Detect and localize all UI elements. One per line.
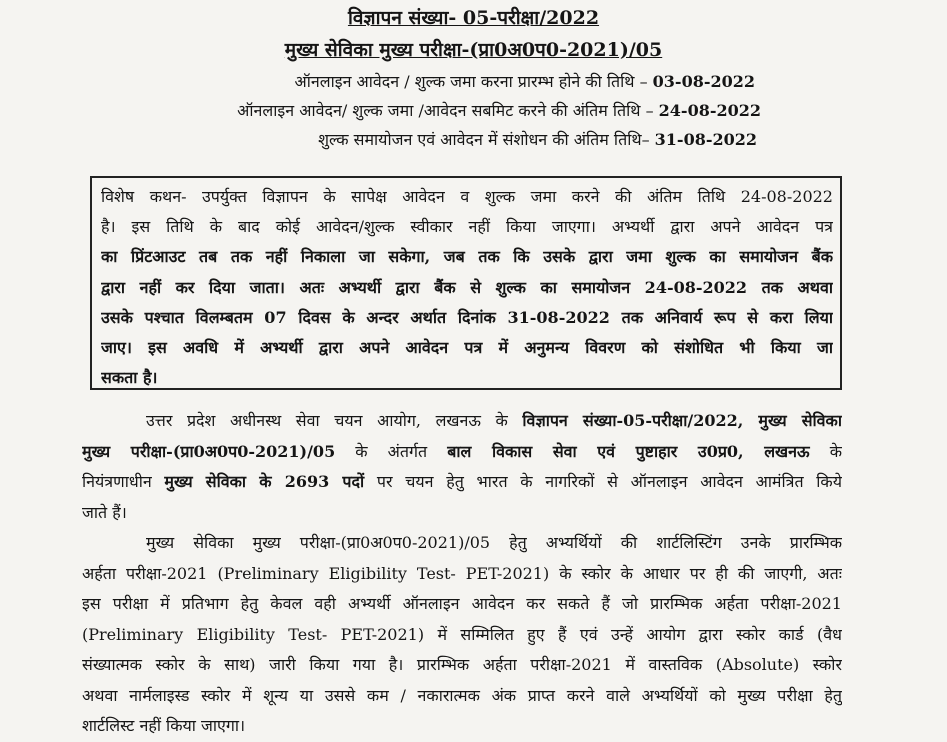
date-label: शुल्क समायोजन एवं आवेदन में संशोधन की अंतिम तिथि–	[318, 130, 655, 149]
date-label: ऑनलाइन आवेदन/ शुल्क जमा /आवेदन सबमिट करने की अंतिम तिथि –	[237, 101, 659, 120]
text-run: उत्तर प्रदेश अधीनस्थ सेवा चयन आयोग, लखनऊ के	[146, 411, 523, 430]
paragraph-line: शार्टलिस्ट नहीं किया जाएगा।	[82, 716, 246, 735]
paragraph-intro	[82, 406, 842, 528]
text-run-bold: मुख्य परीक्षा-(प्रा0अ0प0-2021)/05	[82, 441, 336, 461]
date-line-last-submit	[237, 99, 761, 121]
date-line-start	[294, 70, 755, 92]
text-run-bold: बाल विकास सेवा एवं पुष्टाहार उ0प्र0, लखनऊ	[447, 441, 810, 461]
paragraph-line	[82, 437, 842, 468]
paragraph-line: अथवा नार्मलाइस्ड स्कोर में शून्य या उससे कम / नकारात्मक अंक प्राप्त करने वाले अभ्यर्थियों को मुख्य परीक्षा हेतु	[82, 685, 842, 705]
paragraph-line	[82, 406, 842, 437]
notice-line: विशेष कथन- उपर्युक्त विज्ञापन के सापेक्ष आवेदन व शुल्क जमा करने की अंतिम तिथि 24-08-2022	[101, 187, 833, 206]
paragraph-line	[82, 467, 842, 498]
notice-line: उसके पश्चात विलम्बतम 07 दिवस के अन्दर अर्थात दिनांक 31-08-2022 तक अनिवार्य रूप से करा लिया	[101, 307, 833, 327]
text-run-bold: मुख्य सेविका के 2693 पदों	[164, 472, 365, 491]
notice-line: है। इस तिथि के बाद कोई आवेदन/शुल्क स्वीकार नहीं किया जाएगा। अभ्यर्थी द्वारा अपने आवेदन पत्र	[101, 217, 833, 237]
text-run: के	[809, 441, 842, 461]
notice-line: द्वारा नहीं कर दिया जाता। अतः अभ्यर्थी द्वारा बैंक से शुल्क का समायोजन 24-08-2022 तक अथवा	[101, 277, 833, 297]
date-label: ऑनलाइन आवेदन / शुल्क जमा करना प्रारम्भ होने की तिथि –	[294, 72, 653, 91]
text-run: के अंतर्गत	[335, 441, 448, 461]
text-run: पर चयन हेतु भारत के नागरिकों से ऑनलाइन आवेदन आमंत्रित किये	[364, 472, 842, 491]
paragraph-line: अर्हता परीक्षा-2021 (Preliminary Eligibility Test- PET-2021) के स्कोर के आधार पर ही की जाएगी, अतः	[82, 563, 842, 583]
text-run: नियंत्रणाधीन	[82, 472, 165, 491]
notice-line: का प्रिंटआउट तब तक नहीं निकाला जा सकेगा, जब तक कि उसके द्वारा जमा शुल्क का समायोजन बैंक	[101, 247, 833, 267]
paragraph-line: (Preliminary Eligibility Test- PET-2021) में सम्मिलित हुए हैं एवं उन्हें आयोग द्वारा स्कोर कार्ड (वैध	[82, 624, 842, 644]
date-value: 24-08-2022	[658, 101, 761, 120]
special-notice-box	[90, 176, 842, 390]
paragraph-line: जाते हैं।	[82, 502, 127, 522]
advertisement-number-heading: विज्ञापन संख्या- 05-परीक्षा/2022	[347, 7, 600, 29]
date-value: 31-08-2022	[654, 130, 757, 149]
text-run-bold: विज्ञापन संख्या-05-परीक्षा/2022, मुख्य सेविका	[522, 411, 842, 430]
notice-line: जाए। इस अवधि में अभ्यर्थी द्वारा अपने आवेदन पत्र में अनुमन्य विवरण को संशोधित भी किया जा	[101, 337, 833, 357]
paragraph-shortlisting	[82, 528, 842, 742]
paragraph-line: इस परीक्षा में प्रतिभाग हेतु केवल वही अभ्यर्थी ऑनलाइन आवेदन कर सकते हैं जो प्रारम्भिक अर्हता परीक्षा-2021	[82, 594, 842, 613]
paragraph-line: संख्यात्मक स्कोर के साथ) जारी किया गया है। प्रारम्भिक अर्हता परीक्षा-2021 में वास्तविक (Absolute) स्कोर	[82, 655, 842, 674]
date-line-fee-adjust	[318, 128, 757, 150]
notice-line: सकता है।	[101, 368, 158, 388]
date-value: 03-08-2022	[652, 72, 755, 91]
paragraph-line: मुख्य सेविका मुख्य परीक्षा-(प्रा0अ0प0-2021)/05 हेतु अभ्यर्थियों की शार्टलिस्टिंग उनके प्रारम्भिक	[146, 533, 842, 552]
exam-title-heading: मुख्य सेविका मुख्य परीक्षा-(प्रा0अ0प0-2021)/05	[284, 39, 663, 61]
